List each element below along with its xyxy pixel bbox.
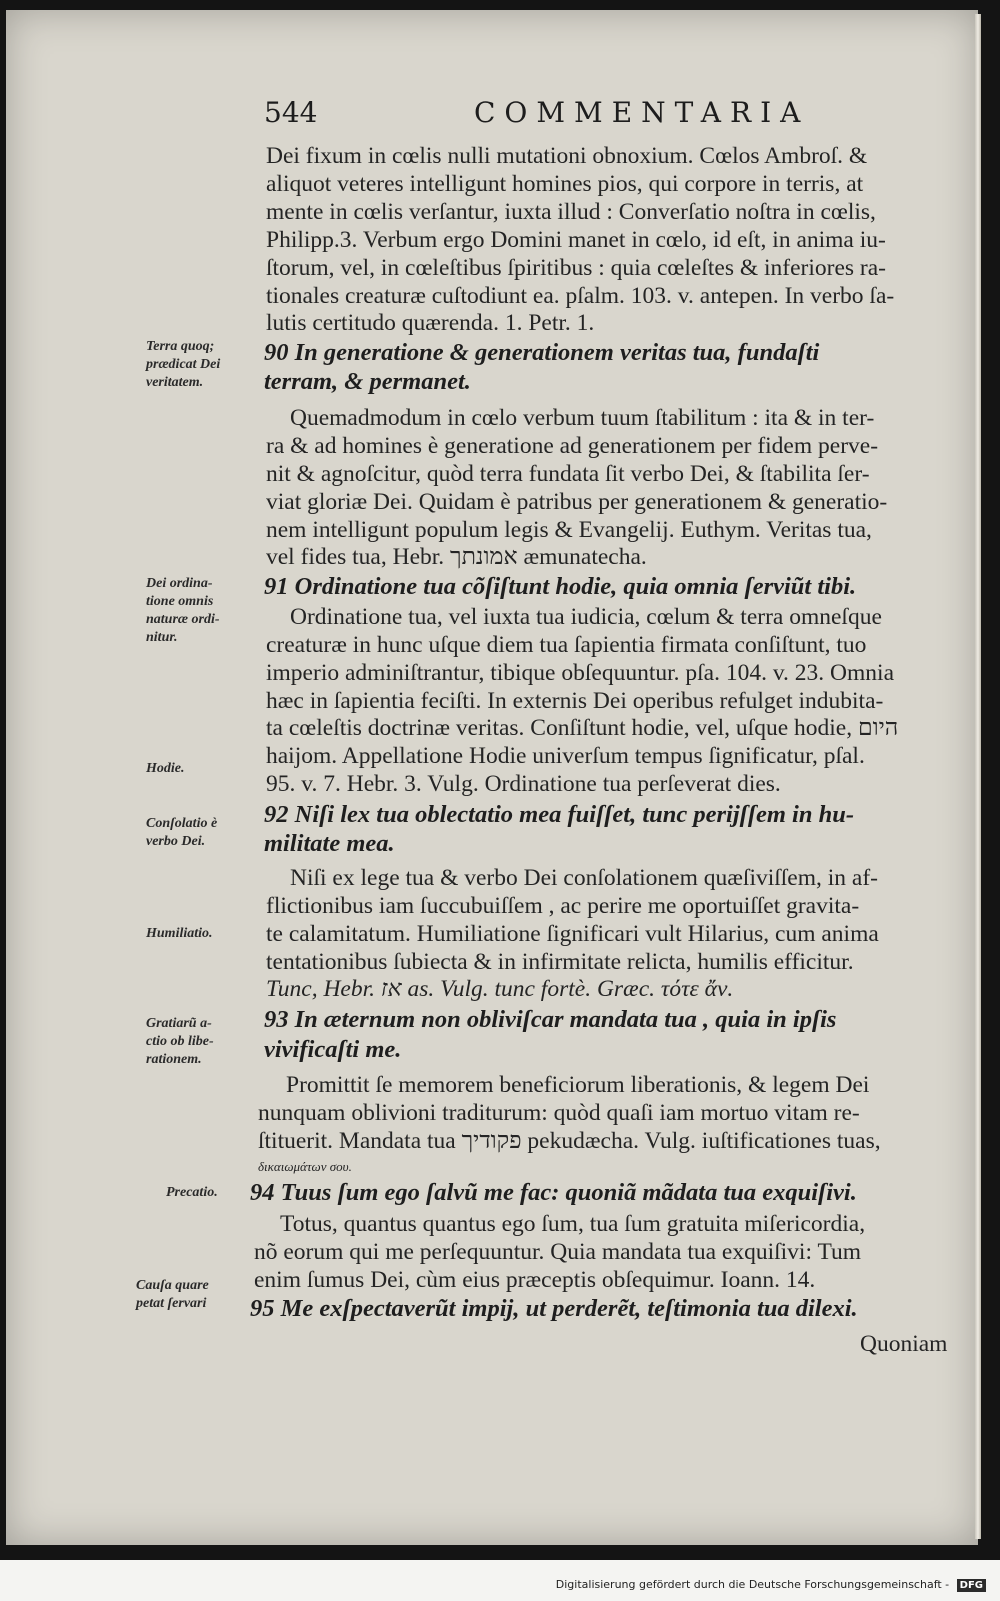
text-line: Quemadmodum in cœlo verbum tuum ſtabilitum : ita & in ter- xyxy=(290,405,875,431)
margin-note-line: Cauſa quare xyxy=(136,1278,209,1293)
verse-line: 93 In æternum non obliviſcar mandata tua , quia in ipſis xyxy=(264,1006,837,1033)
verse-line: 90 In generatione & generationem veritas tua, fundaſti xyxy=(264,339,820,366)
text-line: ſtituerit. Mandata tua פקודיך pekudæcha. Vulg. iuſtificationes tuas, xyxy=(258,1128,881,1154)
text-line: Tunc, Hebr. אז as. Vulg. tunc fortè. Græc. τότε ἄν. xyxy=(266,976,734,1002)
verse-line: 91 Ordinatione tua cõſiſtunt hodie, quia omnia ſerviũt tibi. xyxy=(264,573,857,600)
text-line: nem intelligunt populum legis & Evangelij. Euthym. Veritas tua, xyxy=(266,517,872,543)
verse-line: 95 Me exſpectaverũt impij, ut perderẽt, teſtimonia tua dilexi. xyxy=(250,1295,858,1322)
text-line: imperio adminiſtrantur, tibique obſequuntur. pſa. 104. v. 23. Omnia xyxy=(266,660,895,686)
margin-note xyxy=(146,925,256,943)
footer-text: Digitalisierung gefördert durch die Deutsche Forschungsgemeinschaft - xyxy=(555,1578,950,1591)
margin-note-line: petat ſervari xyxy=(136,1296,207,1311)
running-head: COMMENTARIA xyxy=(474,96,810,129)
margin-note xyxy=(136,1277,246,1313)
margin-note-line: veritatem. xyxy=(146,375,204,390)
verse-line: terram, & permanet. xyxy=(264,368,471,395)
margin-note xyxy=(146,1015,256,1069)
text-line: flictionibus iam ſuccubuiſſem , ac perire me oportuiſſet gravita- xyxy=(266,893,860,919)
margin-note xyxy=(146,575,256,647)
text-line: δικαιωμάτων σου. xyxy=(258,1159,352,1174)
verse-line: 94 Tuus ſum ego ſalvũ me fac: quoniã mãdata tua exquiſivi. xyxy=(250,1179,857,1206)
margin-note-line: tione omnis xyxy=(146,594,214,609)
text-line: Totus, quantus quantus ego ſum, tua ſum gratuita miſericordia, xyxy=(280,1211,866,1237)
text-line: ra & ad homines è generatione ad generationem per fidem perve- xyxy=(266,433,879,459)
text-line: ſtorum, vel, in cœleſtibus ſpiritibus : quia cœleſtes & inferiores ra- xyxy=(266,255,886,281)
page-number: 544 xyxy=(264,96,318,129)
margin-note-line: ctio ob libe- xyxy=(146,1034,214,1049)
margin-note-line: rationem. xyxy=(146,1052,202,1067)
margin-note-line: Hodie. xyxy=(146,761,185,776)
text-line: tentationibus ſubiecta & in infirmitate relicta, humilis efficitur. xyxy=(266,949,854,975)
text-line: Philipp.3. Verbum ergo Domini manet in cœlo, id eſt, in anima iu- xyxy=(266,227,886,253)
text-line: Dei fixum in cœlis nulli mutationi obnoxium. Cœlos Ambroſ. & xyxy=(266,143,868,169)
text-line: hæc in ſapientia feciſti. In externis Dei operibus refulget indubita- xyxy=(266,688,884,714)
verse-line: 92 Niſi lex tua oblectatio mea fuiſſet, tunc perijſſem in hu- xyxy=(264,801,854,828)
text-line: aliquot veteres intelligunt homines pios, qui corpore in terris, at xyxy=(266,171,864,197)
text-line: te calamitatum. Humiliatione ſignificari vult Hilarius, cum anima xyxy=(266,921,879,947)
text-line: mente in cœlis verſantur, iuxta illud : Converſatio noſtra in cœlis, xyxy=(266,199,876,225)
text-line: tionales creaturæ cuſtodiunt ea. pſalm. 103. v. antepen. In verbo ſa- xyxy=(266,283,895,309)
margin-note-line: prædicat Dei xyxy=(146,357,221,372)
margin-note xyxy=(166,1184,276,1202)
text-line: lutis certitudo quærenda. 1. Petr. 1. xyxy=(266,310,595,336)
verse-line: vivificaſti me. xyxy=(264,1036,402,1063)
text-line: viat gloriæ Dei. Quidam è patribus per generationem & generatio- xyxy=(266,489,888,515)
verse-line: militate mea. xyxy=(264,830,395,857)
catchword: Quoniam xyxy=(860,1331,948,1357)
dfg-logo: DFG xyxy=(957,1579,986,1592)
text-line: nit & agnoſcitur, quòd terra fundata ſit verbo Dei, & ſtabilita ſer- xyxy=(266,461,870,487)
text-line: Promittit ſe memorem beneficiorum liberationis, & legem Dei xyxy=(286,1072,870,1098)
margin-note xyxy=(146,760,256,778)
margin-note-line: Precatio. xyxy=(166,1185,218,1200)
margin-note-line: Conſolatio è xyxy=(146,816,218,831)
margin-note-line: Terra quoq; xyxy=(146,339,215,354)
text-line: nõ eorum qui me perſequuntur. Quia mandata tua exquiſivi: Tum xyxy=(254,1239,861,1265)
text-line: vel fides tua, Hebr. אמונתך æmunatecha. xyxy=(266,544,647,570)
margin-note-line: Dei ordina- xyxy=(146,576,213,591)
text-line: nunquam oblivioni traditurum: quòd quaſi iam mortuo vitam re- xyxy=(258,1100,860,1126)
digitization-footer xyxy=(556,1578,986,1592)
margin-note-line: nitur. xyxy=(146,630,178,645)
text-line: creaturæ in hunc uſque diem tua ſapientia firmata conſiſtunt, tuo xyxy=(266,632,867,658)
margin-note-line: naturæ ordi- xyxy=(146,612,220,627)
text-line: Niſi ex lege tua & verbo Dei conſolationem quæſiviſſem, in af- xyxy=(290,865,879,891)
margin-note-line: Humiliatio. xyxy=(146,926,213,941)
margin-note-line: verbo Dei. xyxy=(146,834,206,849)
margin-note-line: Gratiarũ a- xyxy=(146,1016,212,1031)
text-line: enim ſumus Dei, cùm eius præceptis obſequimur. Ioann. 14. xyxy=(254,1267,816,1293)
text-line: Ordinatione tua, vel iuxta tua iudicia, cœlum & terra omneſque xyxy=(290,604,882,630)
margin-note xyxy=(146,338,256,392)
text-line: 95. v. 7. Hebr. 3. Vulg. Ordinatione tua perſeverat dies. xyxy=(266,771,781,797)
margin-note xyxy=(146,815,256,851)
text-line: ta cœleſtis doctrinæ veritas. Conſiſtunt hodie, vel, uſque hodie, היום xyxy=(266,715,899,741)
text-line: haijom. Appellatione Hodie univerſum tempus ſignificatur, pſal. xyxy=(266,743,865,769)
